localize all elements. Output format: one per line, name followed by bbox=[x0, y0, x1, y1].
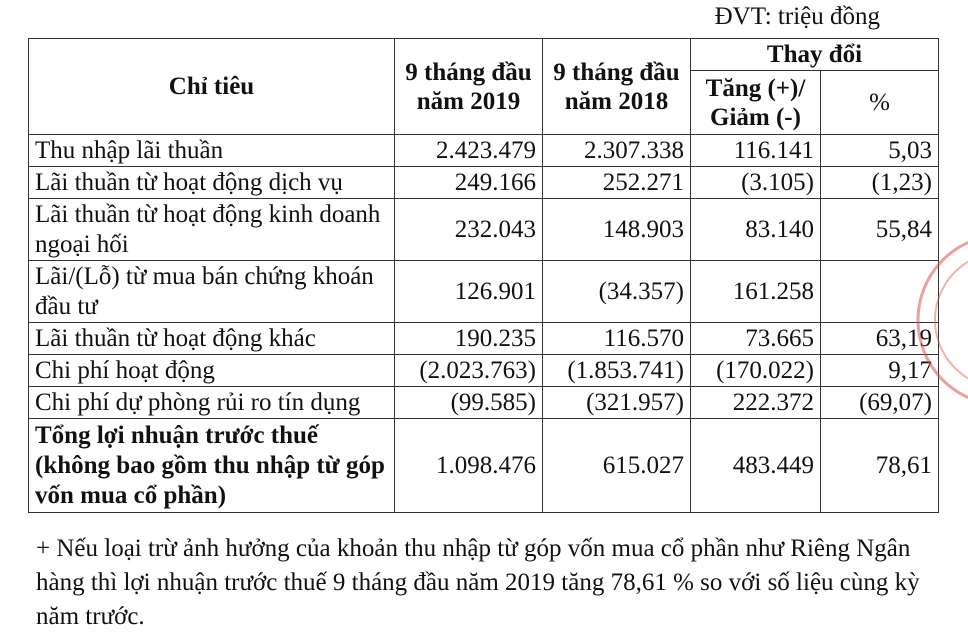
row-label: Lãi/(Lỗ) từ mua bán chứng khoán đầu tư bbox=[29, 261, 395, 323]
change-amount: 73.665 bbox=[691, 323, 821, 355]
value-2018: 116.570 bbox=[543, 323, 691, 355]
change-percent: 9,17 bbox=[821, 355, 939, 387]
value-2019: 232.043 bbox=[395, 199, 543, 261]
change-amount: 222.372 bbox=[691, 387, 821, 419]
table-row bbox=[29, 199, 939, 261]
value-2019: 249.166 bbox=[395, 167, 543, 199]
header-change: Thay đổi bbox=[691, 39, 939, 71]
value-2019: 2.423.479 bbox=[395, 135, 543, 167]
value-2018: (321.957) bbox=[543, 387, 691, 419]
unit-label: ĐVT: triệu đồng bbox=[714, 3, 880, 30]
change-amount: 116.141 bbox=[691, 135, 821, 167]
table-row bbox=[29, 135, 939, 167]
table-row bbox=[29, 167, 939, 199]
header-change-abs: Tăng (+)/ Giảm (-) bbox=[691, 71, 821, 135]
header-change-pct: % bbox=[821, 71, 939, 135]
value-2019: 190.235 bbox=[395, 323, 543, 355]
change-percent bbox=[821, 261, 939, 323]
value-2019: (2.023.763) bbox=[395, 355, 543, 387]
value-2018: 2.307.338 bbox=[543, 135, 691, 167]
row-label: Chi phí dự phòng rủi ro tín dụng bbox=[29, 387, 395, 419]
row-label: Thu nhập lãi thuần bbox=[29, 135, 395, 167]
row-label: Lãi thuần từ hoạt động kinh doanh ngoại hối bbox=[29, 199, 395, 261]
change-percent: (1,23) bbox=[821, 167, 939, 199]
value-2018: (34.357) bbox=[543, 261, 691, 323]
header-indicator: Chỉ tiêu bbox=[29, 39, 395, 135]
row-label: Tổng lợi nhuận trước thuế (không bao gồm thu nhập từ góp vốn mua cổ phần) bbox=[29, 419, 395, 513]
value-2018: (1.853.741) bbox=[543, 355, 691, 387]
change-percent: 55,84 bbox=[821, 199, 939, 261]
value-2019: (99.585) bbox=[395, 387, 543, 419]
table-row bbox=[29, 261, 939, 323]
change-amount: 483.449 bbox=[691, 419, 821, 513]
change-amount: (170.022) bbox=[691, 355, 821, 387]
change-amount: 161.258 bbox=[691, 261, 821, 323]
table-row bbox=[29, 323, 939, 355]
change-percent: 78,61 bbox=[821, 419, 939, 513]
table-row bbox=[29, 355, 939, 387]
row-label: Lãi thuần từ hoạt động khác bbox=[29, 323, 395, 355]
value-2019: 126.901 bbox=[395, 261, 543, 323]
table-row bbox=[29, 419, 939, 513]
change-amount: (3.105) bbox=[691, 167, 821, 199]
change-percent: 5,03 bbox=[821, 135, 939, 167]
financial-table bbox=[28, 38, 939, 513]
row-label: Chi phí hoạt động bbox=[29, 355, 395, 387]
row-label: Lãi thuần từ hoạt động dịch vụ bbox=[29, 167, 395, 199]
change-percent: (69,07) bbox=[821, 387, 939, 419]
table-row bbox=[29, 387, 939, 419]
value-2018: 252.271 bbox=[543, 167, 691, 199]
change-amount: 83.140 bbox=[691, 199, 821, 261]
change-percent: 63,19 bbox=[821, 323, 939, 355]
value-2019: 1.098.476 bbox=[395, 419, 543, 513]
value-2018: 148.903 bbox=[543, 199, 691, 261]
header-period-2019: 9 tháng đầu năm 2019 bbox=[395, 39, 543, 135]
value-2018: 615.027 bbox=[543, 419, 691, 513]
header-period-2018: 9 tháng đầu năm 2018 bbox=[543, 39, 691, 135]
footnote: + Nếu loại trừ ảnh hưởng của khoản thu nhập từ góp vốn mua cổ phần như Riêng Ngân hàng thì lợi nhuận trước thuế 9 tháng đầu năm 2019 tăng 78,61 % so với số liệu cùng kỳ năm trước. bbox=[36, 535, 920, 630]
